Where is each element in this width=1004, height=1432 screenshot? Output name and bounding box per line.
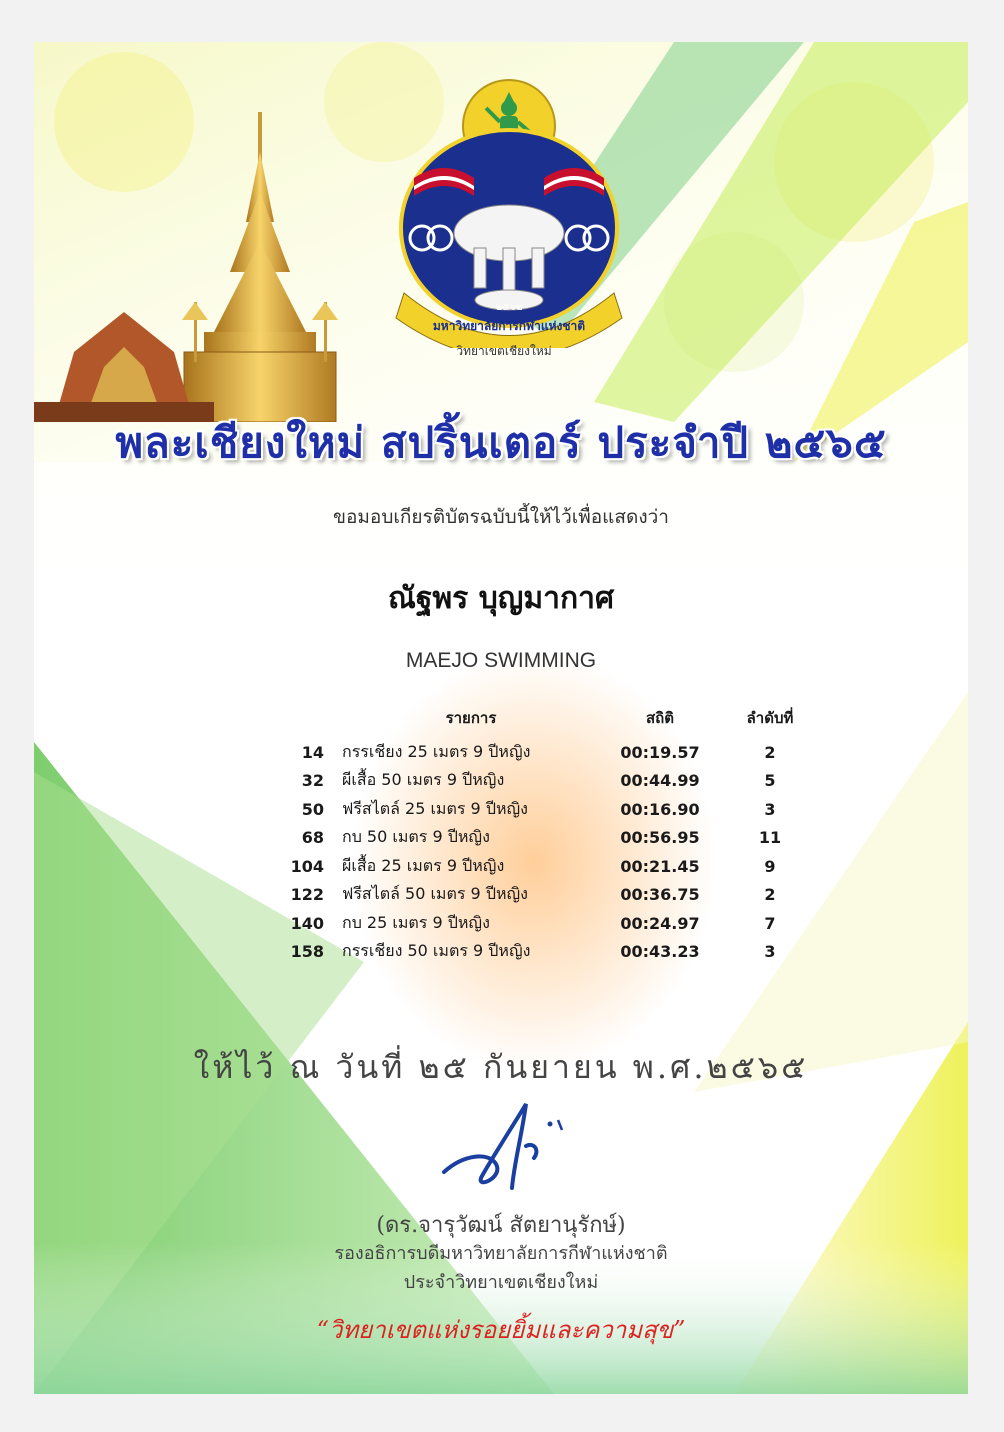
pagoda-illustration <box>34 102 394 422</box>
table-row <box>254 938 820 967</box>
event-name: ฟรีสไตล์ 50 เมตร 9 ปีหญิง <box>342 884 528 904</box>
event-rank: 5 <box>764 771 776 791</box>
event-name: กรรเชียง 50 เมตร 9 ปีหญิง <box>342 941 531 961</box>
header-no <box>254 706 342 738</box>
event-number: 158 <box>290 942 324 962</box>
emblem-year: ๒๕๖๒ <box>495 302 523 313</box>
signer-position: รองอธิการบดีมหาวิทยาลัยการกีฬาแห่งชาติ <box>334 1243 668 1264</box>
event-number: 50 <box>301 799 324 819</box>
header-event: รายการ <box>445 709 497 727</box>
event-name: กรรเชียง 25 เมตร 9 ปีหญิง <box>342 741 531 761</box>
event-number: 68 <box>301 828 324 848</box>
event-rank: 2 <box>764 742 776 762</box>
event-rank: 3 <box>764 799 776 819</box>
event-name: กบ 25 เมตร 9 ปีหญิง <box>342 912 490 932</box>
event-time: 00:24.97 <box>620 913 700 933</box>
event-number: 140 <box>290 913 324 933</box>
event-rank: 7 <box>764 913 776 933</box>
event-rank: 2 <box>764 885 776 905</box>
certificate <box>34 42 968 1394</box>
table-row <box>254 795 820 824</box>
event-time: 00:43.23 <box>620 942 700 962</box>
event-name: ผีเสื้อ 50 เมตร 9 ปีหญิง <box>342 770 505 790</box>
table-row <box>254 824 820 853</box>
event-rank: 11 <box>758 828 782 848</box>
header-time: สถิติ <box>646 709 674 727</box>
certificate-title: พละเชียงใหม่ สปริ้นเตอร์ ประจำปี ๒๕๖๕ <box>115 418 887 467</box>
emblem-ring-text: มหาวิทยาลัยการกีฬาแห่งชาติ <box>432 319 586 333</box>
results-table <box>254 706 820 966</box>
event-rank: 9 <box>764 856 776 876</box>
event-time: 00:36.75 <box>620 885 700 905</box>
club-name: MAEJO SWIMMING <box>405 649 597 672</box>
signer-name: (ดร.จารุวัฒน์ สัตยานุรักษ์) <box>376 1213 626 1238</box>
event-number: 122 <box>290 885 324 905</box>
intro-text: ขอมอบเกียรติบัตรฉบับนี้ให้ไว้เพื่อแสดงว่า <box>333 506 669 528</box>
event-time: 00:44.99 <box>620 771 700 791</box>
event-rank: 3 <box>764 942 776 962</box>
event-time: 00:21.45 <box>620 856 700 876</box>
header-rank: ลำดับที่ <box>746 709 794 727</box>
campus-motto: “วิทยาเขตแห่งรอยยิ้มและความสุข” <box>316 1316 686 1344</box>
event-number: 104 <box>290 856 324 876</box>
event-number: 14 <box>301 742 324 762</box>
recipient-name: ณัฐพร บุญมากาศ <box>388 581 614 616</box>
event-time: 00:56.95 <box>620 828 700 848</box>
signer-campus: ประจำวิทยาเขตเชียงใหม่ <box>403 1272 599 1293</box>
university-emblem-icon <box>384 78 634 348</box>
table-row <box>254 767 820 796</box>
event-name: ฟรีสไตล์ 25 เมตร 9 ปีหญิง <box>342 798 528 818</box>
award-date: ให้ไว้ ณ วันที่ ๒๕ กันยายน พ.ศ.๒๕๖๕ <box>193 1048 809 1086</box>
event-number: 32 <box>301 771 324 791</box>
event-time: 00:19.57 <box>620 742 700 762</box>
event-name: กบ 50 เมตร 9 ปีหญิง <box>342 827 490 847</box>
table-row <box>254 909 820 938</box>
signature-mark <box>434 1094 574 1204</box>
table-row <box>254 881 820 910</box>
results-header-row <box>254 706 820 738</box>
event-name: ผีเสื้อ 25 เมตร 9 ปีหญิง <box>342 855 505 875</box>
table-row <box>254 738 820 767</box>
logo-caption: วิทยาเขตเชียงใหม่ <box>456 344 552 358</box>
table-row <box>254 852 820 881</box>
event-time: 00:16.90 <box>620 799 700 819</box>
